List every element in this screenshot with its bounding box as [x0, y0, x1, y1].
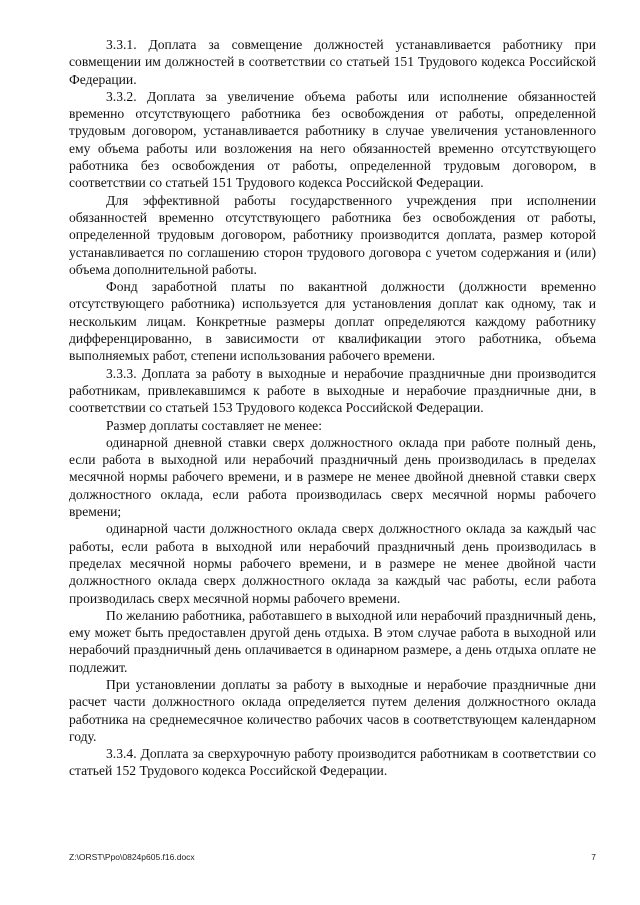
paragraph-3-3-2: 3.3.2. Доплата за увеличение объема работы или исполнение обязанностей временно отсутствующего работника без освобождения от работы, определенной трудовым договором, устанавливается работнику в случае увеличения установленного ему объема работы или возложения на него обязанностей временно отсутствующего работника без освобождения от работы, определенной трудовым договором, в соответствии со статьей 151 Трудового кодекса Российской Федерации.	[69, 88, 596, 191]
paragraph-day-off: По желанию работника, работавшего в выходной или нерабочий праздничный день, ему может быть предоставлен другой день отдыха. В этом случае работа в выходной или нерабочий праздничный день оплачивается в одинарном размере, а день отдыха оплате не подлежит.	[69, 607, 596, 675]
paragraph-effective-work: Для эффективной работы государственного учреждения при исполнении обязанностей временно отсутствующего работника без освобождения от работы, определенной трудовым договором, работнику производится доплата, размер которой устанавливается по соглашению сторон трудового договора с учетом содержания и (или) объема дополнительной работы.	[69, 192, 596, 277]
paragraph-3-3-4: 3.3.4. Доплата за сверхурочную работу производится работникам в соответствии со статьей 152 Трудового кодекса Российской Федерации.	[69, 746, 596, 779]
paragraph-3-3-1: 3.3.1. Доплата за совмещение должностей устанавливается работнику при совмещении им должностей в соответствии со статьей 151 Трудового кодекса Российской Федерации.	[69, 37, 596, 87]
paragraph-hourly-rate: одинарной части должностного оклада сверх должностного оклада за каждый час работы, если работа в выходной или нерабочий праздничный день производилась в пределах месячной нормы рабочего времени, и в размере не менее двойной части должностного оклада сверх должностного оклада за каждый час работы, если работа производилась сверх месячной нормы рабочего времени.	[69, 521, 596, 606]
document-body	[69, 36, 596, 780]
paragraph-3-3-3: 3.3.3. Доплата за работу в выходные и нерабочие праздничные дни производится работникам, привлекавшимся к работе в выходные и нерабочие праздничные дни, в соответствии со статьей 153 Трудового кодекса Российской Федерации.	[69, 365, 596, 416]
paragraph-calculation: При установлении доплаты за работу в выходные и нерабочие праздничные дни расчет части должностного оклада определяется путем деления должностного оклада работника на среднемесячное количество рабочих часов в соответствующем календарном году.	[69, 676, 596, 744]
footer-file-path: Z:\ORST\Ppo\0824p605.f16.docx	[69, 852, 195, 862]
paragraph-daily-rate: одинарной дневной ставки сверх должностного оклада при работе полный день, если работа в выходной или нерабочий праздничный день производилась в пределах месячной нормы рабочего времени, и в размере не менее двойной дневной ставки сверх должностного оклада, если работа производилась сверх месячной нормы рабочего времени;	[69, 434, 596, 520]
page-number: 7	[591, 852, 596, 862]
paragraph-payment-size: Размер доплаты составляет не менее:	[106, 417, 322, 433]
page-footer	[69, 852, 596, 862]
paragraph-wage-fund: Фонд заработной платы по вакантной должности (должности временно отсутствующего работника) используется для установления доплат как одному, так и нескольким лицам. Конкретные размеры доплат определяются каждому работнику дифференцированно, в зависимости от квалификации этого работника, объема выполняемых работ, степени использования рабочего времени.	[69, 279, 596, 364]
